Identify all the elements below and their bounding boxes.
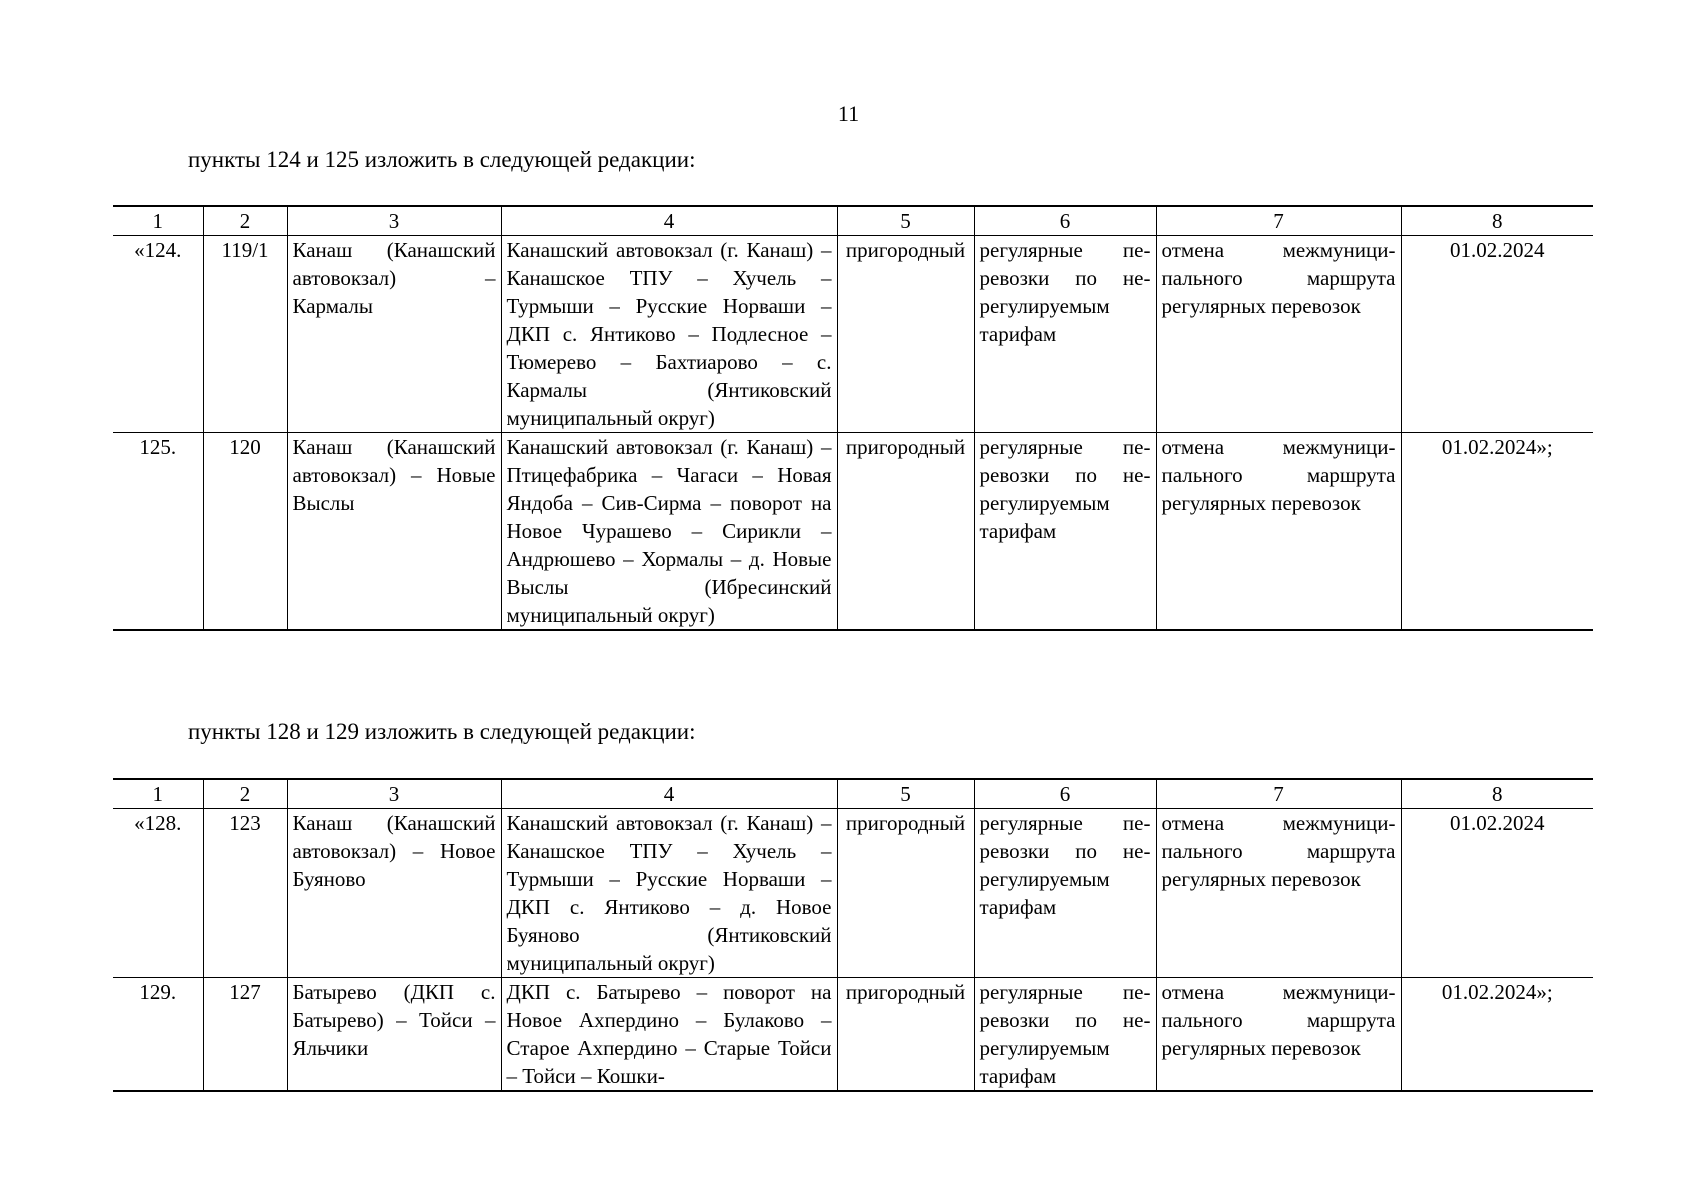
route-type: пригородный [837,236,974,433]
column-header: 7 [1156,206,1401,236]
route-path: ДКП с. Батырево – поворот на Новое Ахпердино – Булаково – Старое Ахпердино – Старые Тойси – Тойси – Кошки- [501,978,837,1092]
route-number: 119/1 [203,236,287,433]
route-path: Канашский автовокзал (г. Канаш) – Канашское ТПУ – Хучель – Турмыши – Русские Норваши – ДКП с. Янтиково – д. Новое Буяново (Янтиковский муниципальный округ) [501,809,837,978]
effective-date: 01.02.2024 [1401,809,1593,978]
route-number: 120 [203,433,287,631]
effective-date: 01.02.2024»; [1401,978,1593,1092]
route-name: Канаш (Канашский автовокзал) – Кармалы [287,236,501,433]
route-name: Канаш (Канашский автовокзал) – Новые Выслы [287,433,501,631]
route-type: пригородный [837,978,974,1092]
column-header: 5 [837,206,974,236]
routes-table [113,205,1593,631]
column-header: 1 [113,206,203,236]
transport-kind: регулярные перевозки по нерегулируемым тарифам [974,236,1156,433]
transport-kind: регулярные перевозки по нерегулируемым тарифам [974,433,1156,631]
section-intro: пункты 128 и 129 изложить в следующей редакции: [188,719,696,744]
change-description: отмена межмуниципального маршрута регулярных перевозок [1156,236,1401,433]
route-type: пригородный [837,809,974,978]
column-header: 8 [1401,206,1593,236]
route-path: Канашский автовокзал (г. Канаш) – Канашское ТПУ – Хучель – Турмыши – Русские Норваши – ДКП с. Янтиково – Подлесное – Тюмерево – Бахтиарово – с. Кармалы (Янтиковский муниципальный округ) [501,236,837,433]
route-name: Канаш (Канашский автовокзал) – Новое Буяново [287,809,501,978]
transport-kind: регулярные перевозки по нерегулируемым тарифам [974,978,1156,1092]
column-header: 3 [287,206,501,236]
table-header-row [113,779,1593,809]
column-header: 1 [113,779,203,809]
column-header: 6 [974,779,1156,809]
table-row [113,433,1593,631]
table-row [113,236,1593,433]
column-header: 5 [837,779,974,809]
effective-date: 01.02.2024»; [1401,433,1593,631]
column-header: 3 [287,779,501,809]
section-intro: пункты 124 и 125 изложить в следующей редакции: [188,147,696,172]
column-header: 7 [1156,779,1401,809]
route-name: Батырево (ДКП с. Батырево) – Тойси – Яльчики [287,978,501,1092]
column-header: 2 [203,206,287,236]
column-header: 2 [203,779,287,809]
column-header: 8 [1401,779,1593,809]
item-number: «124. [113,236,203,433]
column-header: 6 [974,206,1156,236]
route-type: пригородный [837,433,974,631]
change-description: отмена межмуниципального маршрута регулярных перевозок [1156,433,1401,631]
item-number: «128. [113,809,203,978]
route-number: 123 [203,809,287,978]
change-description: отмена межмуниципального маршрута регулярных перевозок [1156,809,1401,978]
routes-table [113,778,1593,1092]
table-row [113,978,1593,1092]
item-number: 129. [113,978,203,1092]
route-number: 127 [203,978,287,1092]
table-header-row [113,206,1593,236]
table-row [113,809,1593,978]
route-path: Канашский автовокзал (г. Канаш) – Птицефабрика – Чагаси – Новая Яндоба – Сив-Сирма – поворот на Новое Чурашево – Сирикли – Андрюшево – Хормалы – д. Новые Выслы (Ибресинский муниципальный округ) [501,433,837,631]
item-number: 125. [113,433,203,631]
column-header: 4 [501,206,837,236]
transport-kind: регулярные перевозки по нерегулируемым тарифам [974,809,1156,978]
effective-date: 01.02.2024 [1401,236,1593,433]
change-description: отмена межмуниципального маршрута регулярных перевозок [1156,978,1401,1092]
column-header: 4 [501,779,837,809]
page-number: 11 [837,101,860,126]
